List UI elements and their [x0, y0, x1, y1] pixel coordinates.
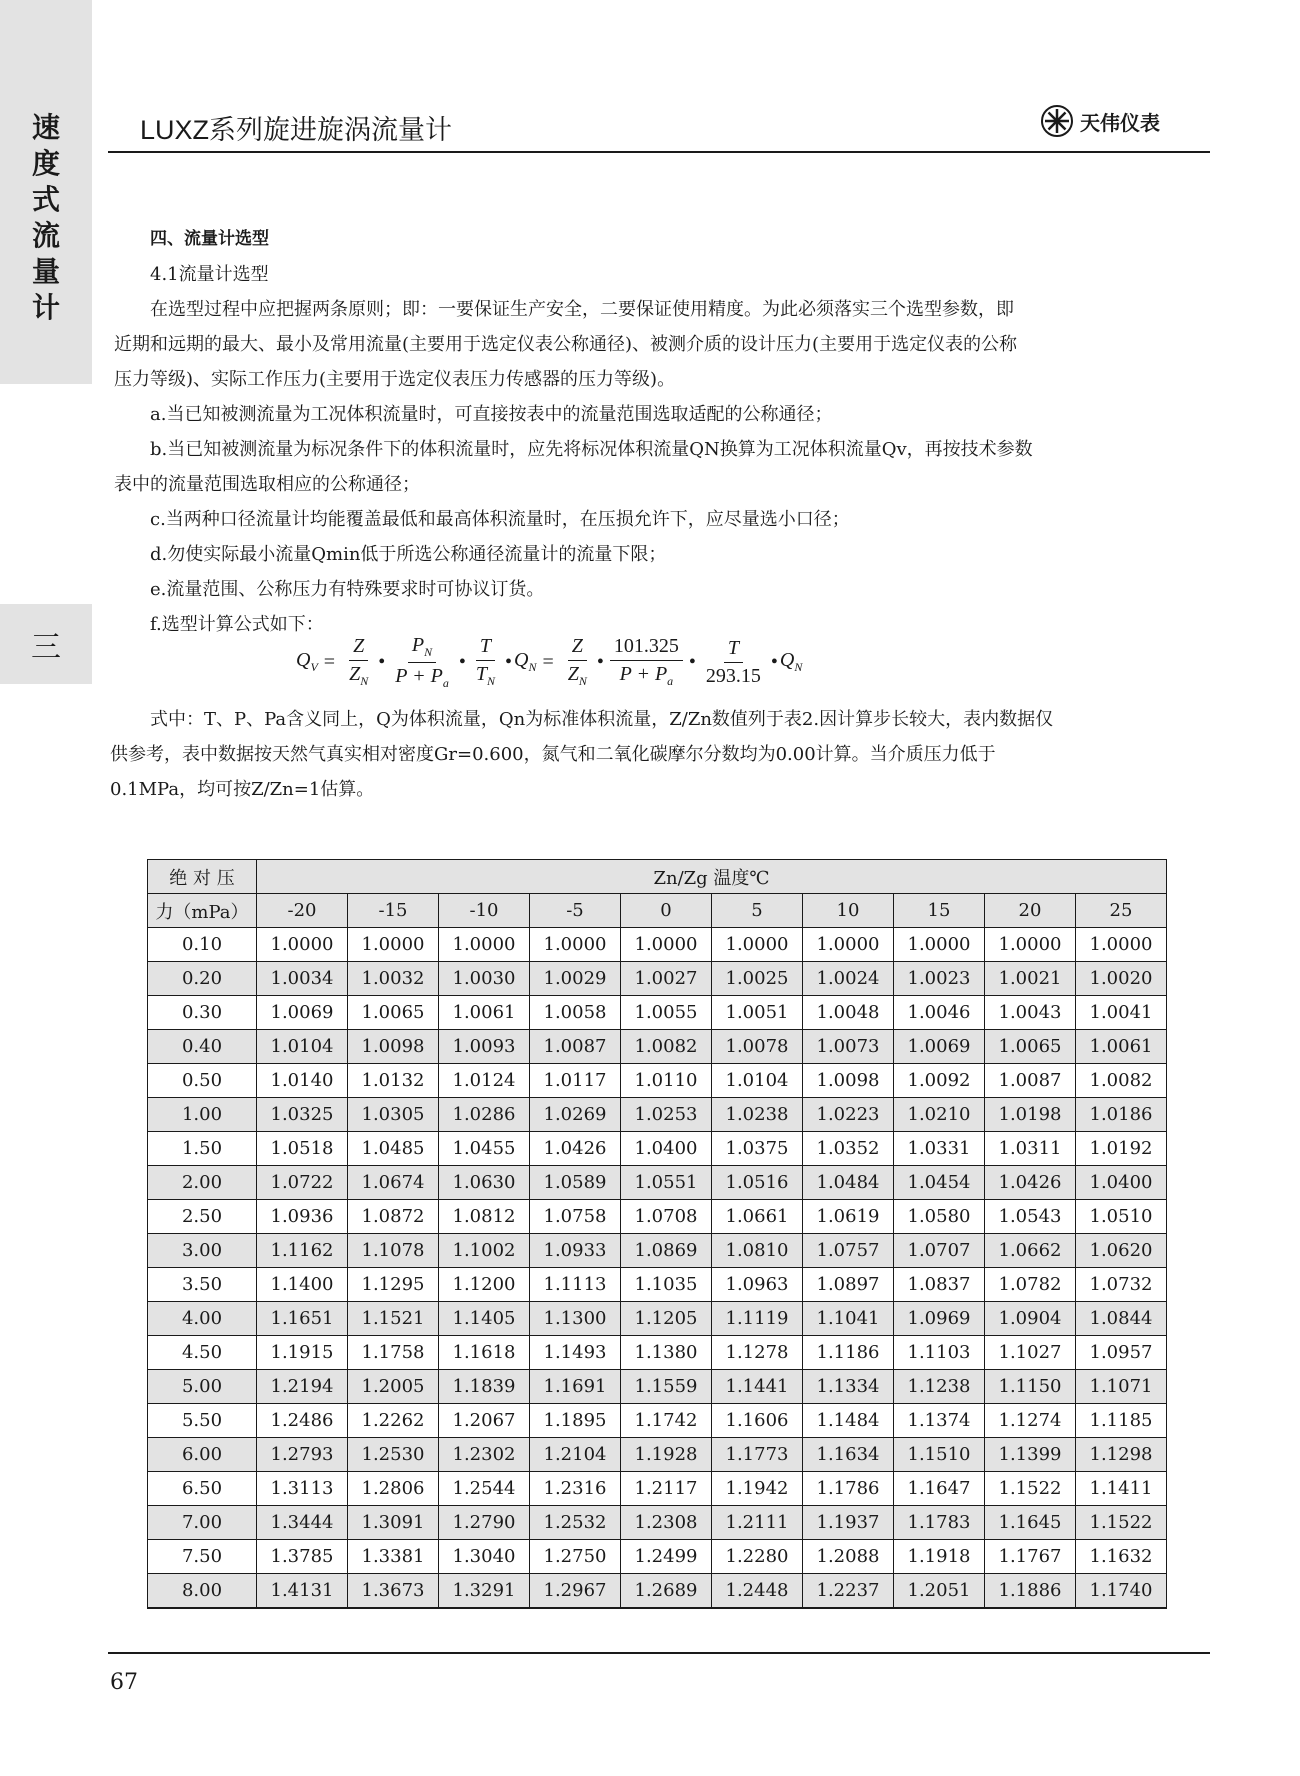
- value-cell: 1.0957: [1076, 1336, 1167, 1370]
- value-cell: 1.1915: [257, 1336, 348, 1370]
- value-cell: 1.1238: [894, 1370, 985, 1404]
- pressure-cell: 3.50: [148, 1268, 257, 1302]
- value-cell: 1.0253: [621, 1098, 712, 1132]
- value-cell: 1.0117: [530, 1064, 621, 1098]
- value-cell: 1.0484: [803, 1166, 894, 1200]
- value-cell: 1.1374: [894, 1404, 985, 1438]
- pressure-cell: 0.40: [148, 1030, 257, 1064]
- pressure-cell: 7.50: [148, 1540, 257, 1574]
- value-cell: 1.4131: [257, 1574, 348, 1609]
- temperature-header: -20: [257, 894, 348, 928]
- value-cell: 1.1041: [803, 1302, 894, 1336]
- value-cell: 1.1773: [712, 1438, 803, 1472]
- pressure-cell: 0.30: [148, 996, 257, 1030]
- value-cell: 1.0904: [985, 1302, 1076, 1336]
- intro-line: 近期和远期的最大、最小及常用流量(主要用于选定仪表公称通径)、被测介质的设计压力(主要用于选定仪表的公称: [114, 334, 1018, 355]
- value-cell: 1.1405: [439, 1302, 530, 1336]
- value-cell: 1.2967: [530, 1574, 621, 1609]
- value-cell: 1.0000: [712, 928, 803, 962]
- value-cell: 1.2486: [257, 1404, 348, 1438]
- table-row: [148, 1302, 1167, 1336]
- list-item: d.勿使实际最小流量Qmin低于所选公称通径流量计的流量下限；: [150, 544, 667, 565]
- pressure-cell: 1.50: [148, 1132, 257, 1166]
- value-cell: 1.0810: [712, 1234, 803, 1268]
- value-cell: 1.0589: [530, 1166, 621, 1200]
- temperature-header: 20: [985, 894, 1076, 928]
- value-cell: 1.0192: [1076, 1132, 1167, 1166]
- pressure-cell: 0.20: [148, 962, 257, 996]
- table-row: [148, 962, 1167, 996]
- value-cell: 1.2530: [348, 1438, 439, 1472]
- value-cell: 1.0069: [894, 1030, 985, 1064]
- value-cell: 1.1522: [985, 1472, 1076, 1506]
- pressure-cell: 4.00: [148, 1302, 257, 1336]
- table-row: [148, 1574, 1167, 1609]
- brand-name: 天伟仪表: [1080, 110, 1160, 135]
- value-cell: 1.0707: [894, 1234, 985, 1268]
- value-cell: 1.1186: [803, 1336, 894, 1370]
- value-cell: 1.0619: [803, 1200, 894, 1234]
- temperature-header: 0: [621, 894, 712, 928]
- value-cell: 1.0516: [712, 1166, 803, 1200]
- value-cell: 1.0065: [348, 996, 439, 1030]
- value-cell: 1.0269: [530, 1098, 621, 1132]
- value-cell: 1.1839: [439, 1370, 530, 1404]
- value-cell: 1.2280: [712, 1540, 803, 1574]
- value-cell: 1.1937: [803, 1506, 894, 1540]
- value-cell: 1.0029: [530, 962, 621, 996]
- value-cell: 1.1399: [985, 1438, 1076, 1472]
- value-cell: 1.2308: [621, 1506, 712, 1540]
- pressure-cell: 2.00: [148, 1166, 257, 1200]
- value-cell: 1.0000: [621, 928, 712, 962]
- compressibility-table: [147, 859, 1167, 1609]
- value-cell: 1.0032: [348, 962, 439, 996]
- value-cell: 1.0551: [621, 1166, 712, 1200]
- value-cell: 1.0025: [712, 962, 803, 996]
- temperature-header: 10: [803, 894, 894, 928]
- value-cell: 1.2448: [712, 1574, 803, 1609]
- sizing-formula: $Q_V$ = $\frac{Z}{Z_N}$ • $\frac{P_N}{P + P_a}$ • $\frac{T}{T_N}$ • $Q_N$ = $\frac{Z}{Z_N}$ • $\frac{101.325}{P + P_a}$ • $\frac{T}{293.15}$ • $Q_N$: [296, 633, 803, 690]
- value-cell: 1.2544: [439, 1472, 530, 1506]
- value-cell: 1.0055: [621, 996, 712, 1030]
- value-cell: 1.0051: [712, 996, 803, 1030]
- pressure-cell: 0.50: [148, 1064, 257, 1098]
- value-cell: 1.0104: [257, 1030, 348, 1064]
- table-row: [148, 1438, 1167, 1472]
- value-cell: 1.0061: [1076, 1030, 1167, 1064]
- value-cell: 1.1918: [894, 1540, 985, 1574]
- value-cell: 1.1632: [1076, 1540, 1167, 1574]
- value-cell: 1.0758: [530, 1200, 621, 1234]
- table-row: [148, 1506, 1167, 1540]
- value-cell: 1.1274: [985, 1404, 1076, 1438]
- value-cell: 1.3291: [439, 1574, 530, 1609]
- note-line: 式中：T、P、Pa含义同上，Q为体积流量，Qn为标准体积流量，Z/Zn数值列于表2.因计算步长较大，表内数据仅: [150, 709, 1054, 730]
- value-cell: 1.0000: [439, 928, 530, 962]
- pressure-cell: 3.00: [148, 1234, 257, 1268]
- value-cell: 1.0104: [712, 1064, 803, 1098]
- chapter-char: 流: [31, 219, 60, 252]
- table-row: [148, 1472, 1167, 1506]
- value-cell: 1.0043: [985, 996, 1076, 1030]
- pressure-header-bottom: 力（mPa）: [148, 894, 257, 928]
- subsection-heading: 4.1流量计选型: [150, 264, 269, 285]
- value-cell: 1.0426: [530, 1132, 621, 1166]
- temperature-group-header: Zn/Zg 温度℃: [257, 860, 1167, 894]
- body-text: [114, 222, 1210, 642]
- value-cell: 1.1493: [530, 1336, 621, 1370]
- value-cell: 1.0198: [985, 1098, 1076, 1132]
- section-tab: 三: [0, 604, 92, 684]
- value-cell: 1.0092: [894, 1064, 985, 1098]
- table-row: [148, 1370, 1167, 1404]
- value-cell: 1.1162: [257, 1234, 348, 1268]
- z-ratio-2: $\frac{Z}{Z_N}$: [567, 635, 587, 688]
- value-cell: 1.0708: [621, 1200, 712, 1234]
- list-item: a.当已知被测流量为工况体积流量时，可直接按表中的流量范围选取适配的公称通径；: [150, 404, 833, 425]
- value-cell: 1.1150: [985, 1370, 1076, 1404]
- value-cell: 1.2302: [439, 1438, 530, 1472]
- pressure-cell: 4.50: [148, 1336, 257, 1370]
- value-cell: 1.2067: [439, 1404, 530, 1438]
- pressure-header-top: 绝 对 压: [148, 860, 257, 894]
- value-cell: 1.0041: [1076, 996, 1167, 1030]
- value-cell: 1.0732: [1076, 1268, 1167, 1302]
- page-number: 67: [110, 1670, 138, 1695]
- value-cell: 1.3785: [257, 1540, 348, 1574]
- value-cell: 1.1278: [712, 1336, 803, 1370]
- value-cell: 1.0305: [348, 1098, 439, 1132]
- value-cell: 1.2750: [530, 1540, 621, 1574]
- value-cell: 1.2316: [530, 1472, 621, 1506]
- list-item: b.当已知被测流量为标况条件下的体积流量时，应先将标况体积流量QN换算为工况体积流量Qv，再按技术参数: [150, 439, 1033, 460]
- footer-divider: [108, 1652, 1210, 1654]
- temperature-header: 15: [894, 894, 985, 928]
- value-cell: 1.1647: [894, 1472, 985, 1506]
- value-cell: 1.0024: [803, 962, 894, 996]
- value-cell: 1.0110: [621, 1064, 712, 1098]
- value-cell: 1.3091: [348, 1506, 439, 1540]
- value-cell: 1.0620: [1076, 1234, 1167, 1268]
- value-cell: 1.2111: [712, 1506, 803, 1540]
- value-cell: 1.0000: [1076, 928, 1167, 962]
- value-cell: 1.0082: [621, 1030, 712, 1064]
- value-cell: 1.1928: [621, 1438, 712, 1472]
- value-cell: 1.0580: [894, 1200, 985, 1234]
- value-cell: 1.1300: [530, 1302, 621, 1336]
- value-cell: 1.3673: [348, 1574, 439, 1609]
- value-cell: 1.1786: [803, 1472, 894, 1506]
- value-cell: 1.0078: [712, 1030, 803, 1064]
- value-cell: 1.0286: [439, 1098, 530, 1132]
- value-cell: 1.0098: [803, 1064, 894, 1098]
- value-cell: 1.0375: [712, 1132, 803, 1166]
- value-cell: 1.0844: [1076, 1302, 1167, 1336]
- value-cell: 1.0000: [257, 928, 348, 962]
- value-cell: 1.0000: [348, 928, 439, 962]
- value-cell: 1.1758: [348, 1336, 439, 1370]
- value-cell: 1.1441: [712, 1370, 803, 1404]
- section-heading: 四、流量计选型: [150, 229, 269, 249]
- value-cell: 1.0124: [439, 1064, 530, 1098]
- value-cell: 1.0186: [1076, 1098, 1167, 1132]
- value-cell: 1.2117: [621, 1472, 712, 1506]
- pressure-cell: 5.50: [148, 1404, 257, 1438]
- table-row: [148, 1336, 1167, 1370]
- value-cell: 1.0132: [348, 1064, 439, 1098]
- pressure-cell: 6.50: [148, 1472, 257, 1506]
- value-cell: 1.0543: [985, 1200, 1076, 1234]
- brand-emblem-icon: [1040, 104, 1074, 138]
- p-ratio-2: $\frac{101.325}{P + P_a}$: [610, 635, 683, 689]
- value-cell: 1.0331: [894, 1132, 985, 1166]
- value-cell: 1.1411: [1076, 1472, 1167, 1506]
- temperature-header: -15: [348, 894, 439, 928]
- t-ratio: $\frac{T}{T_N}$: [475, 635, 495, 688]
- value-cell: 1.1521: [348, 1302, 439, 1336]
- value-cell: 1.0027: [621, 962, 712, 996]
- value-cell: 1.2532: [530, 1506, 621, 1540]
- table-row: [148, 1098, 1167, 1132]
- table-row: [148, 1030, 1167, 1064]
- value-cell: 1.1205: [621, 1302, 712, 1336]
- value-cell: 1.0936: [257, 1200, 348, 1234]
- list-item: c.当两种口径流量计均能覆盖最低和最高体积流量时，在压损允许下，应尽量选小口径；: [150, 509, 850, 530]
- value-cell: 1.0837: [894, 1268, 985, 1302]
- page-title: LUXZ系列旋进旋涡流量计: [140, 115, 453, 145]
- value-cell: 1.0455: [439, 1132, 530, 1166]
- value-cell: 1.1334: [803, 1370, 894, 1404]
- value-cell: 1.1783: [894, 1506, 985, 1540]
- table-row: [148, 1404, 1167, 1438]
- chapter-char: 计: [31, 291, 60, 324]
- value-cell: 1.2194: [257, 1370, 348, 1404]
- value-cell: 1.0069: [257, 996, 348, 1030]
- list-item: 表中的流量范围选取相应的公称通径；: [114, 474, 420, 495]
- intro-line: 在选型过程中应把握两条原则；即：一要保证生产安全，二要保证使用精度。为此必须落实三个选型参数，即: [150, 299, 1014, 320]
- value-cell: 1.0325: [257, 1098, 348, 1132]
- value-cell: 1.0238: [712, 1098, 803, 1132]
- value-cell: 1.1895: [530, 1404, 621, 1438]
- value-cell: 1.0518: [257, 1132, 348, 1166]
- value-cell: 1.1071: [1076, 1370, 1167, 1404]
- value-cell: 1.0933: [530, 1234, 621, 1268]
- temperature-header: 5: [712, 894, 803, 928]
- table-row: [148, 1234, 1167, 1268]
- value-cell: 1.0674: [348, 1166, 439, 1200]
- t-ratio-2: $\frac{T}{293.15}$: [705, 636, 761, 687]
- temperature-header: 25: [1076, 894, 1167, 928]
- value-cell: 1.0510: [1076, 1200, 1167, 1234]
- value-cell: 1.1298: [1076, 1438, 1167, 1472]
- note-line: 0.1MPa，均可按Z/Zn=1估算。: [110, 779, 375, 800]
- value-cell: 1.0034: [257, 962, 348, 996]
- value-cell: 1.0661: [712, 1200, 803, 1234]
- z-ratio: $\frac{Z}{Z_N}$: [349, 635, 369, 688]
- value-cell: 1.2790: [439, 1506, 530, 1540]
- value-cell: 1.0454: [894, 1166, 985, 1200]
- value-cell: 1.1200: [439, 1268, 530, 1302]
- table-row: [148, 1064, 1167, 1098]
- value-cell: 1.1113: [530, 1268, 621, 1302]
- table-row: [148, 1132, 1167, 1166]
- value-cell: 1.1295: [348, 1268, 439, 1302]
- value-cell: 1.1119: [712, 1302, 803, 1336]
- value-cell: 1.1651: [257, 1302, 348, 1336]
- value-cell: 1.2262: [348, 1404, 439, 1438]
- value-cell: 1.0061: [439, 996, 530, 1030]
- value-cell: 1.1035: [621, 1268, 712, 1302]
- value-cell: 1.0093: [439, 1030, 530, 1064]
- value-cell: 1.2005: [348, 1370, 439, 1404]
- value-cell: 1.1380: [621, 1336, 712, 1370]
- value-cell: 1.3381: [348, 1540, 439, 1574]
- value-cell: 1.3444: [257, 1506, 348, 1540]
- value-cell: 1.1103: [894, 1336, 985, 1370]
- chapter-char: 式: [31, 183, 60, 216]
- chapter-char: 速: [31, 111, 60, 144]
- value-cell: 1.1027: [985, 1336, 1076, 1370]
- value-cell: 1.1886: [985, 1574, 1076, 1609]
- value-cell: 1.2051: [894, 1574, 985, 1609]
- chapter-char: 量: [31, 255, 60, 288]
- value-cell: 1.0812: [439, 1200, 530, 1234]
- pressure-cell: 1.00: [148, 1098, 257, 1132]
- value-cell: 1.1942: [712, 1472, 803, 1506]
- value-cell: 1.1484: [803, 1404, 894, 1438]
- value-cell: 1.0058: [530, 996, 621, 1030]
- pressure-cell: 0.10: [148, 928, 257, 962]
- value-cell: 1.1618: [439, 1336, 530, 1370]
- value-cell: 1.0098: [348, 1030, 439, 1064]
- table-row: [148, 928, 1167, 962]
- pressure-cell: 2.50: [148, 1200, 257, 1234]
- value-cell: 1.0021: [985, 962, 1076, 996]
- value-cell: 1.1510: [894, 1438, 985, 1472]
- value-cell: 1.0140: [257, 1064, 348, 1098]
- value-cell: 1.1606: [712, 1404, 803, 1438]
- value-cell: 1.0082: [1076, 1064, 1167, 1098]
- value-cell: 1.0023: [894, 962, 985, 996]
- value-cell: 1.0400: [1076, 1166, 1167, 1200]
- value-cell: 1.2104: [530, 1438, 621, 1472]
- value-cell: 1.0065: [985, 1030, 1076, 1064]
- temperature-header: -5: [530, 894, 621, 928]
- value-cell: 1.2806: [348, 1472, 439, 1506]
- value-cell: 1.0722: [257, 1166, 348, 1200]
- value-cell: 1.1559: [621, 1370, 712, 1404]
- value-cell: 1.2689: [621, 1574, 712, 1609]
- value-cell: 1.0311: [985, 1132, 1076, 1166]
- pressure-cell: 5.00: [148, 1370, 257, 1404]
- value-cell: 1.0963: [712, 1268, 803, 1302]
- formula-note: [110, 702, 1210, 807]
- header-divider: [108, 151, 1210, 153]
- value-cell: 1.1522: [1076, 1506, 1167, 1540]
- value-cell: 1.0400: [621, 1132, 712, 1166]
- value-cell: 1.1002: [439, 1234, 530, 1268]
- value-cell: 1.0030: [439, 962, 530, 996]
- value-cell: 1.1634: [803, 1438, 894, 1472]
- value-cell: 1.1742: [621, 1404, 712, 1438]
- value-cell: 1.2237: [803, 1574, 894, 1609]
- value-cell: 1.1078: [348, 1234, 439, 1268]
- chapter-tab: [0, 0, 92, 384]
- pressure-cell: 8.00: [148, 1574, 257, 1609]
- table-row: [148, 1268, 1167, 1302]
- value-cell: 1.3113: [257, 1472, 348, 1506]
- list-item: e.流量范围、公称压力有特殊要求时可协议订货。: [150, 579, 545, 600]
- value-cell: 1.0048: [803, 996, 894, 1030]
- value-cell: 1.0872: [348, 1200, 439, 1234]
- value-cell: 1.0897: [803, 1268, 894, 1302]
- value-cell: 1.0757: [803, 1234, 894, 1268]
- brand-logo: [1040, 104, 1160, 138]
- value-cell: 1.0000: [530, 928, 621, 962]
- value-cell: 1.2088: [803, 1540, 894, 1574]
- value-cell: 1.1691: [530, 1370, 621, 1404]
- pressure-cell: 6.00: [148, 1438, 257, 1472]
- formula-lhs: $Q_V$: [296, 649, 318, 674]
- value-cell: 1.0087: [530, 1030, 621, 1064]
- value-cell: 1.0073: [803, 1030, 894, 1064]
- table-row: [148, 1540, 1167, 1574]
- value-cell: 1.0000: [894, 928, 985, 962]
- value-cell: 1.0020: [1076, 962, 1167, 996]
- value-cell: 1.0869: [621, 1234, 712, 1268]
- list-item: f.选型计算公式如下：: [150, 614, 324, 635]
- value-cell: 1.0000: [803, 928, 894, 962]
- value-cell: 1.0426: [985, 1166, 1076, 1200]
- p-ratio: $\frac{P_N}{P + P_a}$: [395, 633, 449, 690]
- value-cell: 1.0969: [894, 1302, 985, 1336]
- table-row: [148, 1200, 1167, 1234]
- value-cell: 1.0210: [894, 1098, 985, 1132]
- value-cell: 1.0630: [439, 1166, 530, 1200]
- table-row: [148, 1166, 1167, 1200]
- formula-qn-2: $Q_N$: [779, 649, 803, 674]
- formula-qn: $Q_N$: [513, 649, 537, 674]
- table-row: [148, 996, 1167, 1030]
- value-cell: 1.0223: [803, 1098, 894, 1132]
- value-cell: 1.0352: [803, 1132, 894, 1166]
- value-cell: 1.3040: [439, 1540, 530, 1574]
- value-cell: 1.0782: [985, 1268, 1076, 1302]
- pressure-cell: 7.00: [148, 1506, 257, 1540]
- value-cell: 1.0662: [985, 1234, 1076, 1268]
- chapter-char: 度: [31, 147, 60, 180]
- value-cell: 1.1740: [1076, 1574, 1167, 1609]
- value-cell: 1.0485: [348, 1132, 439, 1166]
- note-line: 供参考，表中数据按天然气真实相对密度Gr=0.600，氮气和二氧化碳摩尔分数均为0.00计算。当介质压力低于: [110, 744, 996, 765]
- value-cell: 1.1767: [985, 1540, 1076, 1574]
- value-cell: 1.1185: [1076, 1404, 1167, 1438]
- intro-line: 压力等级)、实际工作压力(主要用于选定仪表压力传感器的压力等级)。: [114, 369, 676, 390]
- value-cell: 1.0046: [894, 996, 985, 1030]
- value-cell: 1.2793: [257, 1438, 348, 1472]
- value-cell: 1.2499: [621, 1540, 712, 1574]
- value-cell: 1.0087: [985, 1064, 1076, 1098]
- value-cell: 1.1400: [257, 1268, 348, 1302]
- temperature-header: -10: [439, 894, 530, 928]
- value-cell: 1.1645: [985, 1506, 1076, 1540]
- value-cell: 1.0000: [985, 928, 1076, 962]
